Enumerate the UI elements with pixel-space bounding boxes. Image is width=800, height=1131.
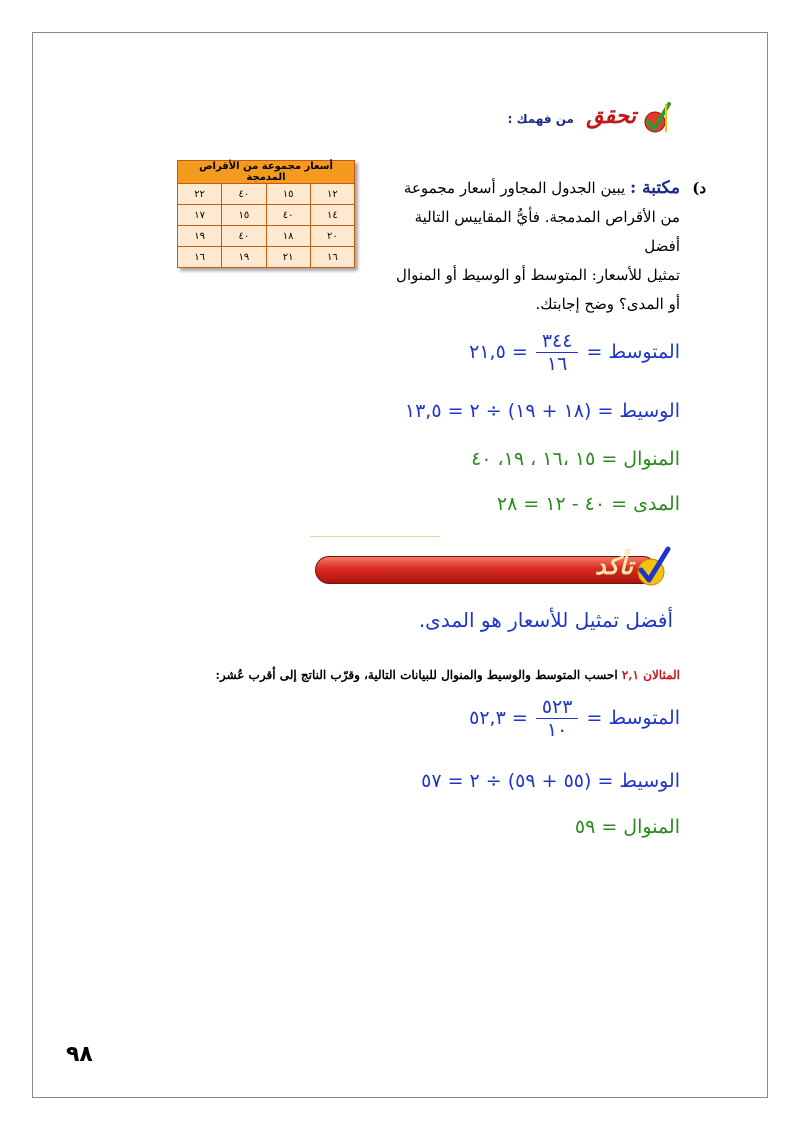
cd-price-table [177,160,355,268]
check-understanding-heading [507,100,672,140]
table-cell: ١٥ [222,205,266,226]
banner-divider [310,536,440,537]
table-cell: ٢٠ [310,226,354,247]
table-row [178,247,355,268]
problem-line-2: من الأقراص المدمجة. فأيُّ المقاييس التالية أفضل [414,208,680,255]
problem-keyword: مكتبة : [629,178,680,198]
table-cell: ١٩ [222,247,266,268]
checkmark-icon [633,546,671,588]
median-line-2: الوسيط = (٥٥ + ٥٩) ÷ ٢ = ٥٧ [421,770,680,792]
mean-label: المتوسط = [586,341,680,363]
example-text: احسب المتوسط والوسيط والمنوال للبيانات التالية، وقرّب الناتج إلى أقرب عُشر: [215,668,618,682]
mean-line-1 [469,330,680,375]
median-line-1: الوسيط = (١٨ + ١٩) ÷ ٢ = ١٣,٥ [404,400,680,422]
table-cell: ٢٢ [178,184,222,205]
table-cell: ١٦ [310,247,354,268]
table-row [178,226,355,247]
fraction-numerator: ٣٤٤ [536,330,579,353]
mean-line-2 [469,696,680,741]
table-cell: ١٩ [178,226,222,247]
table-cell: ٤٠ [222,184,266,205]
heading-title: تحقق [586,104,636,129]
conclusion-text: أفضل تمثيل للأسعار هو المدى. [418,608,673,632]
problem-label: د) [692,179,706,197]
table-cell: ١٦ [178,247,222,268]
table-cell: ١٧ [178,205,222,226]
page-number: ٩٨ [66,1042,93,1067]
mean-label: المتوسط = [586,707,680,729]
table-cell: ١٤ [310,205,354,226]
table-row [178,184,355,205]
mean-result: = ٢١,٥ [469,341,528,363]
fraction-denominator: ١٦ [546,353,568,375]
confirm-banner [315,546,671,590]
table-row [178,205,355,226]
mean-fraction [536,330,579,375]
mean-fraction [536,696,579,741]
heading-subtitle: من فهمك : [507,112,574,126]
problem-line-4: أو المدى؟ وضح إجابتك. [535,295,680,313]
example-label: المثالان ٢,١ [621,668,680,682]
banner-title: تأكد [594,552,633,580]
mode-line-2: المنوال = ٥٩ [574,816,680,838]
table-cell: ٤٠ [222,226,266,247]
table-cell: ١٥ [266,184,310,205]
table-cell: ٢١ [266,247,310,268]
table-title: أسعار مجموعة من الأقراص المدمجة [178,161,355,184]
table-cell: ١٨ [266,226,310,247]
fraction-denominator: ١٠ [546,719,568,741]
problem-line-1: مكتبة : يبين الجدول المجاور أسعار مجموعة [403,178,680,198]
problem-line-3: تمثيل للأسعار: المتوسط أو الوسيط أو المنوال [396,266,680,284]
example-instruction [215,668,680,682]
problem-statement [390,174,706,319]
mode-line-1: المنوال = ١٥ ،١٦ ، ١٩، ٤٠ [471,448,680,470]
table-cell: ١٢ [310,184,354,205]
range-line-1: المدى = ٤٠ - ١٢ = ٢٨ [496,493,680,515]
mean-result: = ٥٢,٣ [469,707,528,729]
table-cell: ٤٠ [266,205,310,226]
checkmark-icon [642,102,672,136]
fraction-numerator: ٥٢٣ [536,696,579,719]
